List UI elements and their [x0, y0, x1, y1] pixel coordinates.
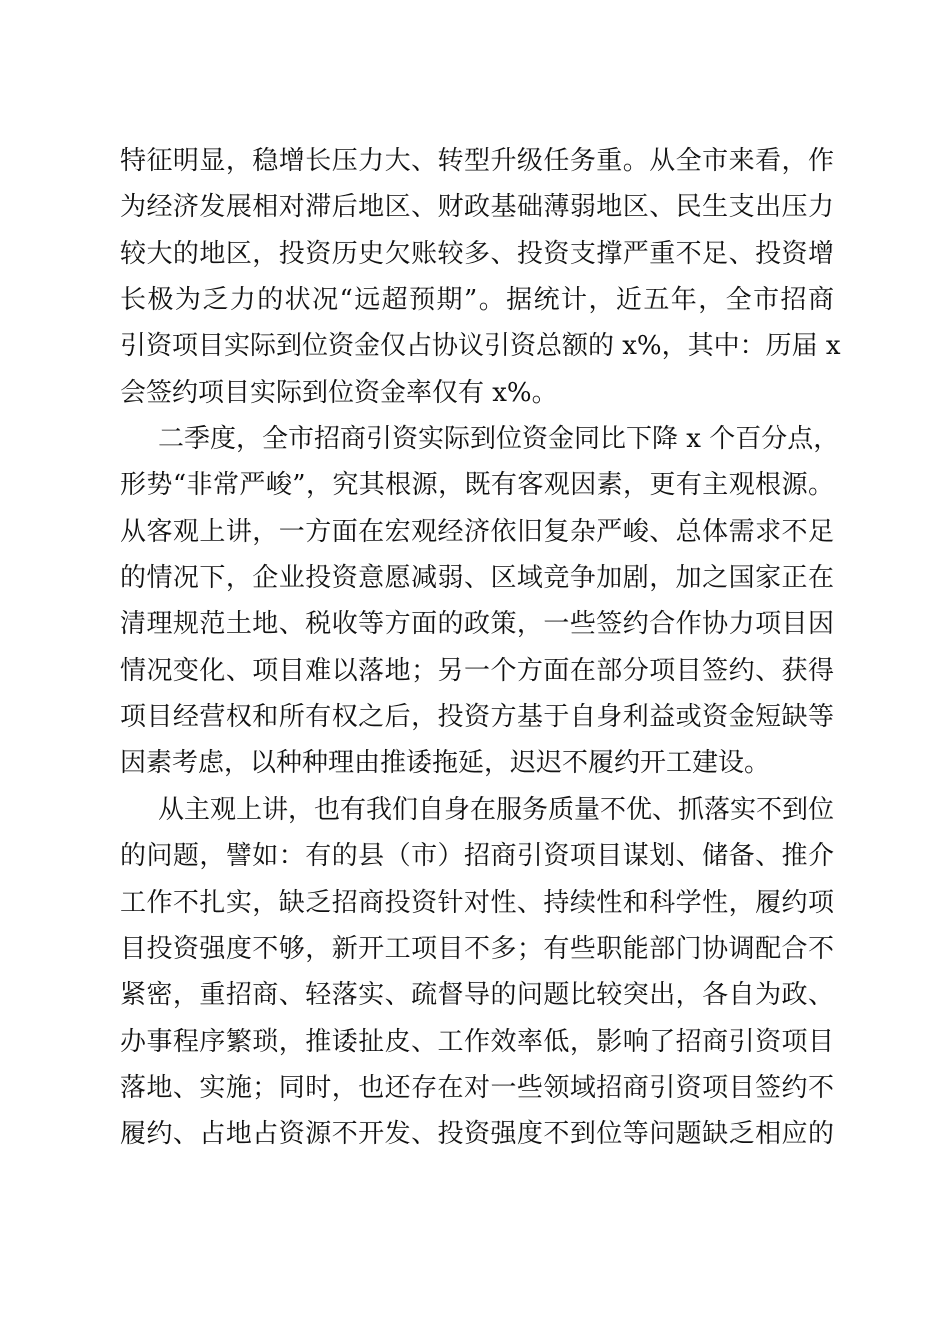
text-line: 长极为乏力的状况“远超预期”。据统计，近五年，全市招商 — [120, 285, 834, 316]
document-body — [120, 138, 841, 1158]
text-line: 会签约项目实际到位资金率仅有 x%。 — [120, 377, 558, 408]
paragraph-1 — [120, 138, 841, 416]
text-line: 二季度，全市招商引资实际到位资金同比下降 x 个百分点， — [158, 424, 840, 455]
text-line: 为经济发展相对滞后地区、财政基础薄弱地区、民生支出压力 — [120, 192, 834, 223]
text-line: 目投资强度不够，新开工项目不多；有些职能部门协调配合不 — [120, 933, 834, 964]
text-line: 清理规范土地、税收等方面的政策，一些签约合作协力项目因 — [120, 609, 834, 640]
text-line: 履约、占地占资源不开发、投资强度不到位等问题缺乏相应的 — [120, 1119, 834, 1150]
paragraph-3 — [120, 787, 834, 1158]
text-line: 较大的地区，投资历史欠账较多、投资支撑严重不足、投资增 — [120, 238, 834, 269]
text-line: 从客观上讲，一方面在宏观经济依旧复杂严峻、总体需求不足 — [120, 516, 834, 547]
paragraph-2 — [120, 416, 840, 787]
text-line: 从主观上讲，也有我们自身在服务质量不优、抓落实不到位 — [158, 794, 835, 825]
text-line: 形势“非常严峻”，究其根源，既有客观因素，更有主观根源。 — [120, 470, 834, 501]
text-line: 项目经营权和所有权之后，投资方基于自身利益或资金短缺等 — [120, 702, 834, 733]
text-line: 紧密，重招商、轻落实、疏督导的问题比较突出，各自为政、 — [120, 980, 834, 1011]
text-line: 特征明显，稳增长压力大、转型升级任务重。从全市来看，作 — [120, 146, 834, 176]
text-line: 工作不扎实，缺乏招商投资针对性、持续性和科学性，履约项 — [120, 887, 834, 918]
text-line: 的情况下，企业投资意愿减弱、区域竞争加剧，加之国家正在 — [120, 563, 834, 594]
text-line: 引资项目实际到位资金仅占协议引资总额的 x%，其中：历届 x — [120, 331, 841, 362]
text-line: 因素考虑，以种种理由推诿拖延，迟迟不履约开工建设。 — [120, 748, 771, 779]
text-line: 落地、实施；同时，也还存在对一些领域招商引资项目签约不 — [120, 1072, 834, 1103]
text-line: 办事程序繁琐，推诿扯皮、工作效率低，影响了招商引资项目 — [120, 1026, 834, 1057]
text-line: 的问题，譬如：有的县（市）招商引资项目谋划、储备、推介 — [120, 841, 834, 872]
text-line: 情况变化、项目难以落地；另一个方面在部分项目签约、获得 — [120, 655, 834, 686]
